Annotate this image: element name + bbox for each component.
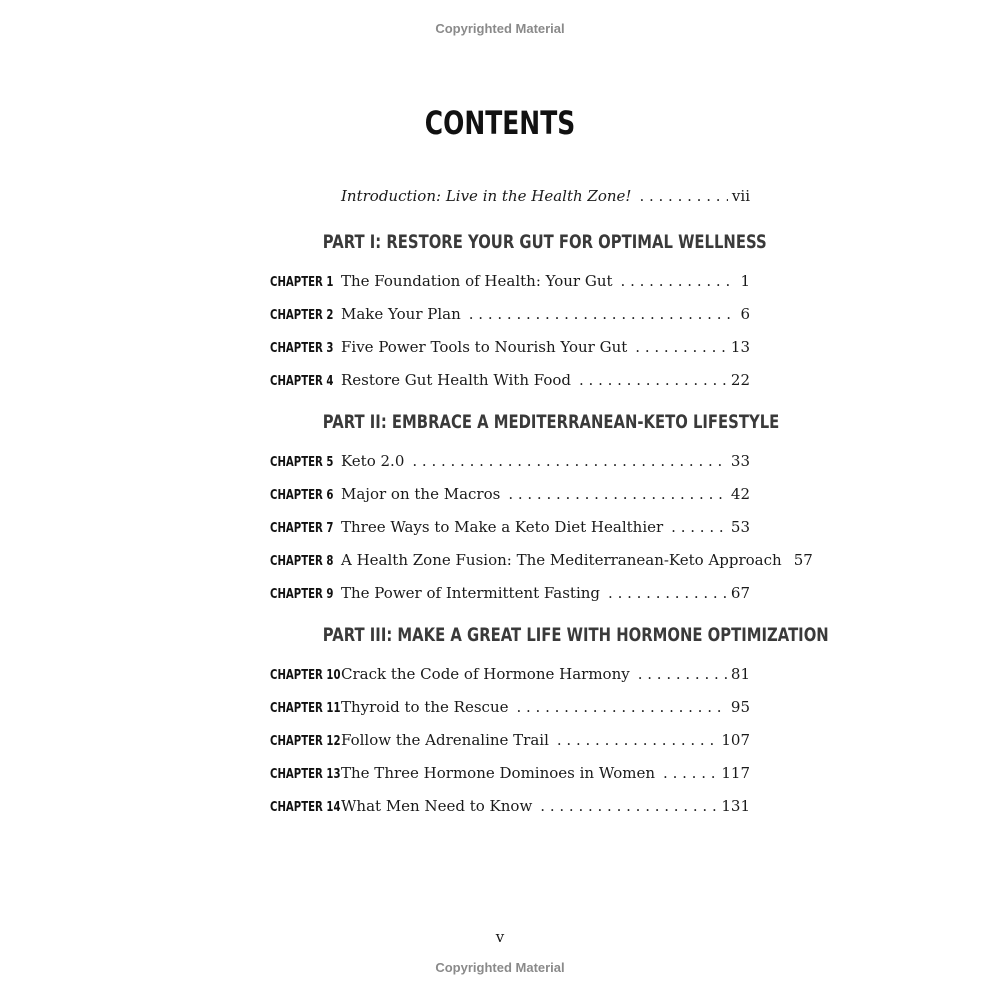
dot-leader bbox=[639, 187, 727, 205]
chapter-title: What Men Need to Know bbox=[341, 797, 533, 815]
part-heading: PART II: EMBRACE A MEDITERRANEAN-KETO LIFESTYLE bbox=[322, 411, 780, 433]
part-heading: PART III: MAKE A GREAT LIFE WITH HORMONE OPTIMIZATION bbox=[322, 624, 829, 646]
chapter-label-text: CHAPTER 2 bbox=[270, 308, 334, 323]
chapter-page-number: 117 bbox=[721, 764, 750, 782]
chapter-page-number: 57 bbox=[793, 551, 813, 569]
chapter-entry[interactable] bbox=[270, 724, 750, 757]
chapter-title: Follow the Adrenaline Trail bbox=[341, 731, 549, 749]
chapter-entry[interactable] bbox=[270, 445, 750, 478]
part-heading: PART I: RESTORE YOUR GUT FOR OPTIMAL WELLNESS bbox=[322, 231, 767, 253]
chapter-label-text: CHAPTER 11 bbox=[270, 701, 341, 716]
chapter-entry[interactable] bbox=[270, 658, 750, 691]
chapter-page-number: 1 bbox=[740, 272, 750, 290]
chapter-entry[interactable] bbox=[270, 298, 750, 331]
dot-leader bbox=[579, 364, 727, 397]
chapter-label bbox=[270, 758, 341, 791]
chapter-label bbox=[270, 692, 341, 725]
chapter-page-number: 107 bbox=[721, 731, 750, 749]
chapter-title: Keto 2.0 bbox=[341, 452, 405, 470]
chapter-title: The Three Hormone Dominoes in Women bbox=[341, 764, 656, 782]
chapter-label bbox=[270, 299, 341, 332]
chapter-entry[interactable] bbox=[270, 790, 750, 823]
chapter-page-number: 22 bbox=[730, 371, 750, 389]
chapter-label-text: CHAPTER 3 bbox=[270, 341, 334, 356]
page-folio: v bbox=[495, 928, 505, 946]
chapter-label bbox=[270, 512, 341, 545]
chapter-title: Crack the Code of Hormone Harmony bbox=[341, 665, 630, 683]
chapter-label-text: CHAPTER 7 bbox=[270, 521, 334, 536]
introduction-title: Introduction: Live in the Health Zone! bbox=[341, 187, 632, 205]
chapter-label bbox=[270, 446, 341, 479]
chapter-title: The Foundation of Health: Your Gut bbox=[341, 272, 613, 290]
chapter-entry[interactable] bbox=[270, 511, 750, 544]
dot-leader bbox=[508, 478, 727, 511]
table-of-contents bbox=[270, 187, 829, 823]
chapter-label-text: CHAPTER 5 bbox=[270, 455, 334, 470]
chapter-label bbox=[270, 479, 341, 512]
chapter-entry[interactable] bbox=[270, 757, 750, 790]
chapter-label bbox=[270, 791, 341, 824]
chapter-title: Thyroid to the Rescue bbox=[341, 698, 509, 716]
chapter-label bbox=[270, 332, 341, 365]
dot-leader bbox=[663, 757, 717, 790]
chapter-page-number: 33 bbox=[730, 452, 750, 470]
part-section bbox=[270, 409, 780, 435]
chapter-entry[interactable] bbox=[270, 331, 750, 364]
chapter-page-number: 13 bbox=[730, 338, 750, 356]
part-section bbox=[270, 229, 767, 255]
chapter-label-text: CHAPTER 9 bbox=[270, 587, 334, 602]
chapter-title: The Power of Intermittent Fasting bbox=[341, 584, 601, 602]
dot-leader bbox=[469, 298, 737, 331]
part-section bbox=[270, 622, 829, 648]
dot-leader bbox=[557, 724, 717, 757]
chapter-label-text: CHAPTER 14 bbox=[270, 800, 341, 815]
dot-leader bbox=[638, 658, 727, 691]
chapter-page-number: 81 bbox=[730, 665, 750, 683]
chapter-label bbox=[270, 659, 341, 692]
chapter-title: Make Your Plan bbox=[341, 305, 461, 323]
copyright-watermark-bottom: Copyrighted Material bbox=[435, 960, 565, 975]
chapter-title: Major on the Macros bbox=[341, 485, 501, 503]
introduction-page-number: vii bbox=[731, 187, 750, 205]
chapter-label-text: CHAPTER 13 bbox=[270, 767, 341, 782]
dot-leader bbox=[671, 511, 727, 544]
chapter-entry[interactable] bbox=[270, 577, 750, 610]
chapter-label-text: CHAPTER 8 bbox=[270, 554, 334, 569]
chapter-label-text: CHAPTER 1 bbox=[270, 275, 334, 290]
chapter-label-text: CHAPTER 10 bbox=[270, 668, 341, 683]
chapter-label bbox=[270, 365, 341, 398]
dot-leader bbox=[608, 577, 727, 610]
parts-list bbox=[270, 229, 829, 823]
page-title: CONTENTS bbox=[424, 104, 576, 142]
chapter-title: Three Ways to Make a Keto Diet Healthier bbox=[341, 518, 664, 536]
chapter-title: A Health Zone Fusion: The Mediterranean-Keto Approach bbox=[341, 551, 782, 569]
chapter-entry[interactable] bbox=[270, 544, 813, 577]
chapter-page-number: 131 bbox=[721, 797, 750, 815]
chapter-label-text: CHAPTER 12 bbox=[270, 734, 341, 749]
chapter-entry[interactable] bbox=[270, 265, 750, 298]
introduction-entry[interactable] bbox=[270, 187, 750, 217]
chapter-label-text: CHAPTER 6 bbox=[270, 488, 334, 503]
chapter-entry[interactable] bbox=[270, 691, 750, 724]
chapter-page-number: 53 bbox=[730, 518, 750, 536]
chapter-entry[interactable] bbox=[270, 478, 750, 511]
chapter-page-number: 67 bbox=[730, 584, 750, 602]
dot-leader bbox=[412, 445, 727, 478]
dot-leader bbox=[516, 691, 726, 724]
dot-leader bbox=[621, 265, 737, 298]
chapter-title: Five Power Tools to Nourish Your Gut bbox=[341, 338, 628, 356]
chapter-label bbox=[270, 578, 341, 611]
chapter-page-number: 95 bbox=[730, 698, 750, 716]
dot-leader bbox=[635, 331, 727, 364]
chapter-label bbox=[270, 266, 341, 299]
chapter-page-number: 6 bbox=[740, 305, 750, 323]
copyright-watermark-top: Copyrighted Material bbox=[435, 21, 565, 36]
chapter-entry[interactable] bbox=[270, 364, 750, 397]
chapter-label-text: CHAPTER 4 bbox=[270, 374, 334, 389]
chapter-label bbox=[270, 545, 341, 578]
chapter-label bbox=[270, 725, 341, 758]
chapter-page-number: 42 bbox=[730, 485, 750, 503]
dot-leader bbox=[540, 790, 717, 823]
chapter-title: Restore Gut Health With Food bbox=[341, 371, 571, 389]
